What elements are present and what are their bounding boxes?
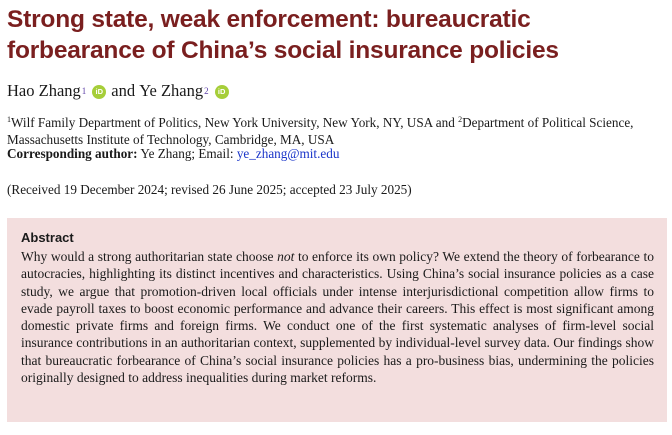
corresponding-text: Ye Zhang; Email: xyxy=(137,146,237,161)
affiliation-marker: 1 xyxy=(7,115,11,124)
abstract-box xyxy=(7,218,667,422)
affiliation-marker: 2 xyxy=(204,86,209,96)
orcid-icon[interactable]: iD xyxy=(92,85,106,99)
abstract-heading: Abstract xyxy=(21,230,74,245)
abstract-text: Why would a strong authoritarian state choose xyxy=(21,249,278,264)
author-name: Ye Zhang xyxy=(139,81,204,100)
corresponding-label: Corresponding author: xyxy=(7,146,138,161)
author-line xyxy=(7,80,234,102)
affiliation-marker: 2 xyxy=(458,115,463,124)
affiliation-marker: 1 xyxy=(81,86,87,96)
email-link[interactable]: ye_zhang@mit.edu xyxy=(236,146,340,161)
article-title: Strong state, weak enforcement: bureaucratic forbearance of China’s social insurance policies xyxy=(7,6,559,64)
abstract-body xyxy=(21,248,654,386)
corresponding-author xyxy=(7,145,339,162)
abstract-emphasis: not xyxy=(277,249,295,264)
affiliation-text: Wilf Family Department of Politics, New York University, New York, NY, USA and xyxy=(11,115,459,130)
abstract-text: to enforce its own policy? We extend the theory of forbearance to autocracies, highlighting its distinct incentives and characteristics. Using China’s social insurance policies as a case study, we argue that promotion-driven local officials under intense interjurisdictional competition allow firms to evade payroll taxes to boost economic performance and advance their careers. This effect is most significant among domestic private firms and foreign firms. We conduct one of the first systematic analyses of firm-level social insurance contributions in an authoritarian context, supplemented by individual-level survey data. Our findings show that bureaucratic forbearance of China’s social insurance policies has a pro-business bias, undermining the policies originally designed to address inequalities during market reforms. xyxy=(21,249,654,386)
author-name: Hao Zhang xyxy=(7,81,81,100)
orcid-icon[interactable]: iD xyxy=(215,85,229,99)
received-dates: (Received 19 December 2024; revised 26 June 2025; accepted 23 July 2025) xyxy=(7,182,412,197)
affiliation-text: Department of Political Science, Massachusetts Institute of Technology, Cambridge, MA, USA xyxy=(7,115,634,147)
affiliations xyxy=(7,111,657,148)
author-connector: and xyxy=(111,81,136,100)
